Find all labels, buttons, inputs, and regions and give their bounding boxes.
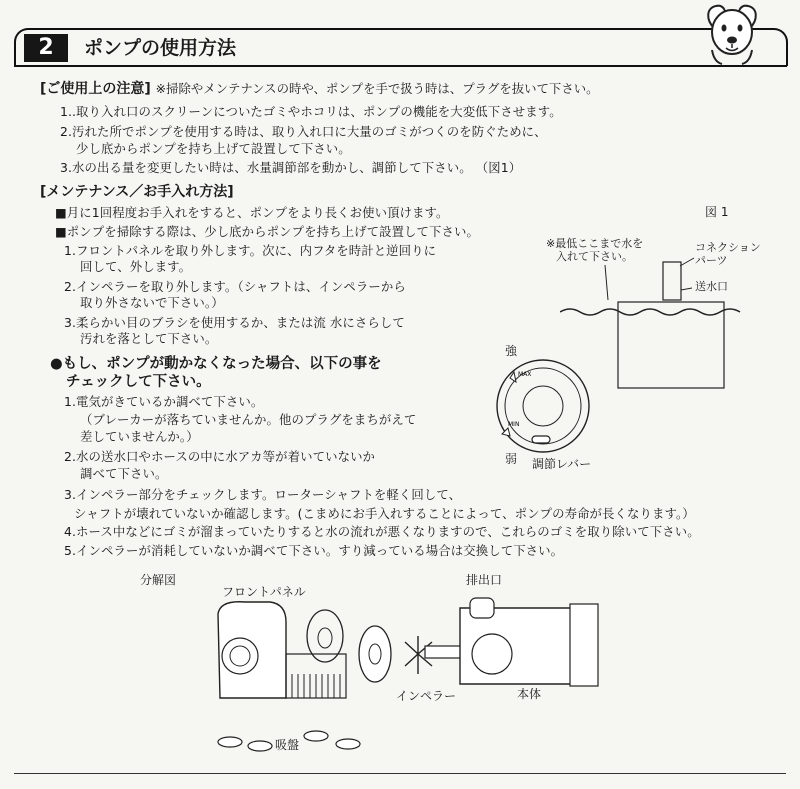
- section-number: 2: [24, 34, 68, 62]
- front-panel-label: フロントパネル: [222, 585, 306, 599]
- outlet-label: 送水口: [695, 280, 728, 293]
- dial-strong-label: 強: [505, 344, 518, 358]
- troubleshooting-heading-cont: チェックして下さい。: [66, 374, 211, 390]
- precaution-item: 1..取り入れ口のスクリーンについたゴミやホコリは、ポンプの機能を大変低下させます。: [60, 104, 562, 119]
- trouble-item: 1.電気がきているか調べて下さい。: [64, 394, 264, 409]
- maintenance-step: 取り外さないで下さい。）: [80, 295, 224, 310]
- exhaust-outlet-label: 排出口: [466, 573, 503, 587]
- precautions-note: ※掃除やメンテナンスの時や、ポンプを手で扱う時は、プラグを抜いて下さい。: [155, 81, 599, 96]
- footer-rule: [14, 773, 786, 774]
- trouble-item: 調べて下さい。: [80, 466, 168, 481]
- page-title: ポンプの使用方法: [84, 37, 237, 59]
- precaution-item: 少し底からポンプを持ち上げて設置して下さい。: [76, 141, 351, 156]
- min-water-note-cont: 入れて下さい。: [556, 250, 633, 263]
- trouble-item: （ブレーカーが落ちていませんか。他のプラグをまちがえて: [80, 412, 417, 427]
- trouble-item: シャフトが壊れていないか確認します。(こまめにお手入れすることによって、ポンプの寿命が長くなります。）: [74, 506, 695, 521]
- trouble-item: 5.インペラーが消耗していないか調べて下さい。すり減っている場合は交換して下さい。: [64, 543, 564, 558]
- dial-min-text: MIN: [508, 421, 520, 428]
- trouble-item: 3.インペラー部分をチェックします。ローターシャフトを軽く回して、: [64, 487, 462, 502]
- maintenance-step: 1.フロントパネルを取り外します。次に、内フタを時計と逆回りに: [64, 243, 437, 258]
- maintenance-heading: [メンテナンス／お手入れ方法]: [40, 184, 234, 200]
- dial-weak-label: 弱: [505, 452, 518, 466]
- body-label: 本体: [517, 687, 542, 701]
- trouble-item: 2.水の送水口やホースの中に水アカ等が着いていないか: [64, 449, 376, 464]
- header-rule: [14, 65, 787, 67]
- maintenance-bullet: ■月に1回程度お手入れをすると、ポンプをより長くお使い頂けます。: [55, 205, 449, 220]
- precautions-heading-text: [ご使用上の注意]: [40, 81, 151, 97]
- min-water-note: ※最低ここまで水を: [546, 237, 644, 250]
- dog-mascot-icon: [700, 0, 764, 66]
- impeller-label: インペラー: [396, 689, 457, 703]
- exploded-view-diagram: [200, 594, 620, 769]
- figure1-title: 図 1: [705, 205, 729, 219]
- connection-label-cont: パーツ: [695, 254, 728, 267]
- trouble-item: 4.ホース中などにゴミが溜まっていたりすると水の流れが悪くなりますので、これらのゴミを取り除いて下さい。: [64, 524, 700, 539]
- suction-cup-label: 吸盤: [275, 738, 300, 752]
- connection-label: コネクション: [695, 241, 761, 254]
- precaution-item: 2.汚れた所でポンプを使用する時は、取り入れ口に大量のゴミがつくのを防ぐために、: [60, 124, 547, 139]
- maintenance-step: 3.柔らかい目のブラシを使用するか、または流 水にさらして: [64, 315, 405, 330]
- trouble-item: 差していませんか。）: [80, 429, 199, 444]
- exploded-title: 分解図: [140, 573, 177, 587]
- precaution-item: 3.水の出る量を変更したい時は、水量調節部を動かし、調節して下さい。 （図1）: [60, 160, 522, 175]
- maintenance-bullet: ■ポンプを掃除する際は、少し底からポンプを持ち上げて設置して下さい。: [55, 224, 479, 239]
- troubleshooting-heading: ●もし、ポンプが動かなくなった場合、以下の事を: [50, 356, 382, 372]
- lever-label: 調節レバー: [532, 457, 592, 471]
- precautions-heading: [40, 78, 599, 98]
- maintenance-step: 回して、外します。: [80, 259, 192, 274]
- dial-max-text: MAX: [518, 371, 532, 378]
- flow-dial-diagram: [488, 356, 592, 456]
- maintenance-step: 2.インペラーを取り外します。（シャフトは、インペラーから: [64, 279, 406, 294]
- maintenance-step: 汚れを落として下さい。: [80, 331, 218, 346]
